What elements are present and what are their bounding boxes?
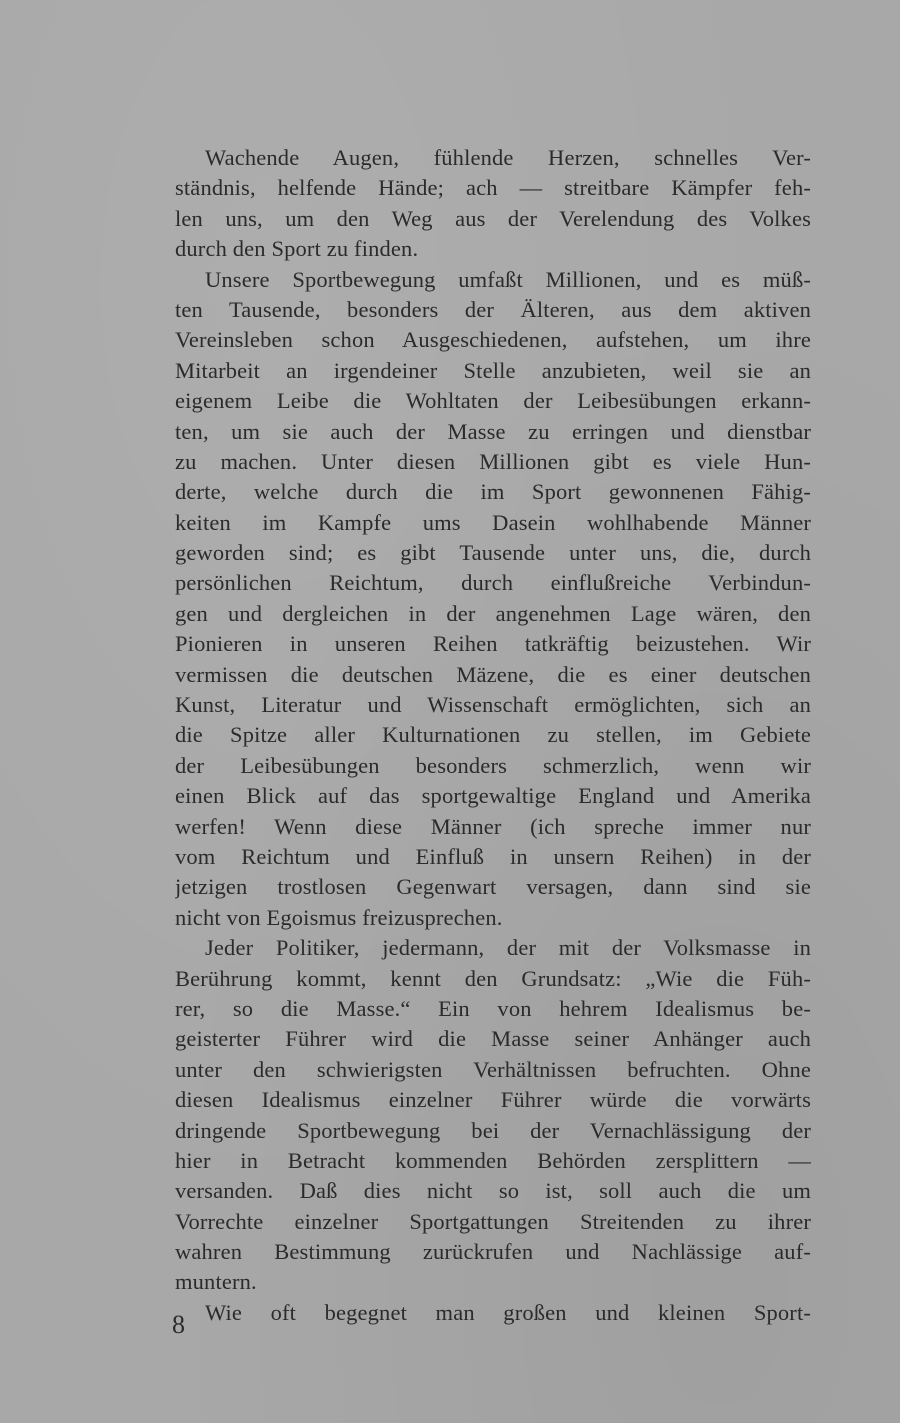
paragraph (175, 143, 811, 265)
text-line: wahren Bestimmung zurückrufen und Nachlässige auf- (175, 1239, 811, 1265)
text-line: geisterter Führer wird die Masse seiner Anhänger auch (175, 1026, 811, 1052)
text-line: Unsere Sportbewegung umfaßt Millionen, und es müß- (205, 266, 811, 292)
text-line: keiten im Kampfe ums Dasein wohlhabende Männer (175, 509, 811, 535)
text-line: die Spitze aller Kulturnationen zu stellen, im Gebiete (175, 722, 811, 748)
text-line: Vereinsleben schon Ausgeschiedenen, aufstehen, um ihre (175, 327, 811, 353)
text-line: werfen! Wenn diese Männer (ich spreche immer nur (175, 813, 811, 839)
text-line: dringende Sportbewegung bei der Vernachlässigung der (175, 1117, 811, 1143)
page-number: 8 (172, 1310, 185, 1339)
text-line: geworden sind; es gibt Tausende unter uns, die, durch (175, 540, 811, 566)
text-line: vermissen die deutschen Mäzene, die es einer deutschen (175, 661, 811, 687)
text-line: Berührung kommt, kennt den Grundsatz: „Wie die Füh- (175, 965, 811, 991)
text-line: versanden. Daß dies nicht so ist, soll auch die um (175, 1178, 811, 1204)
text-line: einen Blick auf das sportgewaltige England und Amerika (175, 783, 811, 809)
text-line: durch den Sport zu finden. (175, 236, 419, 262)
text-line: len uns, um den Weg aus der Verelendung des Volkes (175, 205, 811, 231)
text-line: ständnis, helfende Hände; ach — streitbare Kämpfer feh- (175, 175, 811, 201)
text-line: Jeder Politiker, jedermann, der mit der Volksmasse in (205, 935, 811, 961)
text-line: persönlichen Reichtum, durch einflußreiche Verbindun- (175, 570, 811, 596)
text-line: diesen Idealismus einzelner Führer würde die vorwärts (175, 1087, 811, 1113)
paragraph (175, 1298, 811, 1328)
text-line: Kunst, Literatur und Wissenschaft ermöglichten, sich an (175, 692, 811, 718)
paragraph (175, 933, 811, 1298)
text-line: unter den schwierigsten Verhältnissen befruchten. Ohne (175, 1056, 811, 1082)
text-line: der Leibesübungen besonders schmerzlich, wenn wir (175, 752, 811, 778)
text-line: Wachende Augen, fühlende Herzen, schnelles Ver- (205, 145, 811, 170)
text-line: ten Tausende, besonders der Älteren, aus dem aktiven (175, 296, 811, 322)
text-line: rer, so die Masse.“ Ein von hehrem Idealismus be- (175, 995, 811, 1021)
paragraph (175, 265, 811, 934)
text-line: derte, welche durch die im Sport gewonnenen Fähig- (175, 479, 811, 505)
text-line: Mitarbeit an irgendeiner Stelle anzubieten, weil sie an (175, 357, 811, 383)
text-line: Pionieren in unseren Reihen tatkräftig beizustehen. Wir (175, 631, 811, 657)
text-line: hier in Betracht kommenden Behörden zersplittern — (175, 1147, 811, 1173)
text-line: zu machen. Unter diesen Millionen gibt es viele Hun- (175, 448, 811, 474)
text-line: nicht von Egoismus freizusprechen. (175, 904, 503, 930)
text-line: Wie oft begegnet man großen und kleinen Sport- (205, 1299, 811, 1325)
text-line: vom Reichtum und Einfluß in unsern Reihen) in der (175, 843, 811, 869)
text-line: Vorrechte einzelner Sportgattungen Streitenden zu ihrer (175, 1208, 811, 1234)
text-line: ten, um sie auch der Masse zu erringen und dienstbar (175, 418, 811, 444)
body-text (175, 143, 811, 1328)
text-line: jetzigen trostlosen Gegenwart versagen, dann sind sie (175, 874, 811, 900)
text-line: eigenem Leibe die Wohltaten der Leibesübungen erkann- (175, 388, 811, 414)
text-line: muntern. (175, 1269, 257, 1295)
text-line: gen und dergleichen in der angenehmen Lage wären, den (175, 600, 811, 626)
